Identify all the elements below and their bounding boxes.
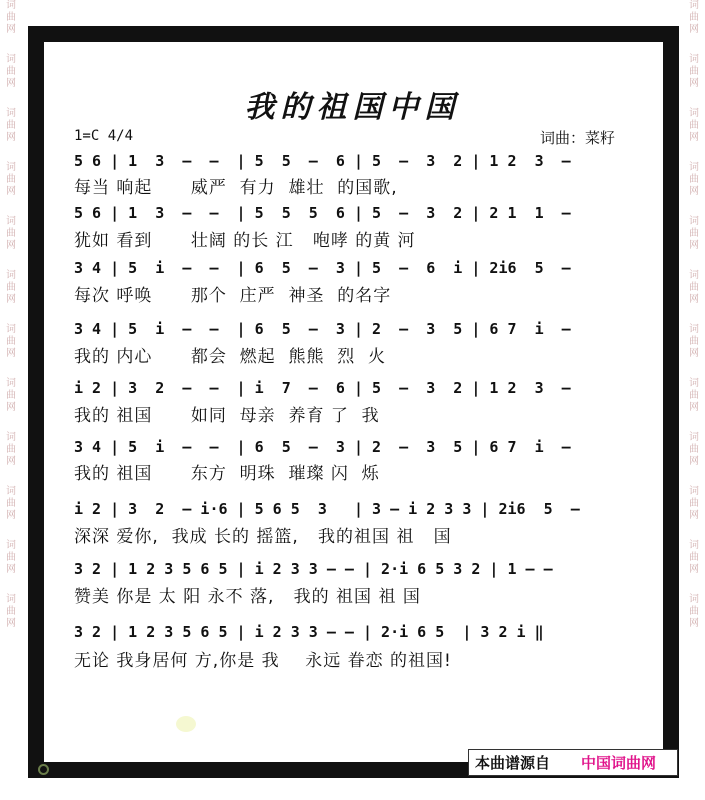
watermark-text: 词 曲 网 — [6, 432, 16, 467]
notation-line-3: 3 4 | 5 i – – | 6 5 – 3 | 5 – 6 i | 2i6 5 – — [74, 259, 571, 277]
watermark-text: 词 曲 网 — [6, 324, 16, 359]
source-footer — [468, 749, 678, 776]
watermark-text: 词 曲 网 — [689, 594, 699, 629]
source-site-link[interactable]: 中国词曲网 — [581, 754, 657, 772]
watermark-text: 词 曲 网 — [689, 378, 699, 413]
watermark-text: 词 曲 网 — [6, 378, 16, 413]
watermark-text: 词 曲 网 — [6, 0, 16, 35]
notation-line-7: i 2 | 3 2 – i·6 | 5 6 5 3 | 3 – i 2 3 3 | 2i6 5 – — [74, 500, 580, 518]
watermark-text: 词 曲 网 — [6, 162, 16, 197]
paper-blot-mark — [176, 716, 196, 732]
lyrics-line-9: 无论 我身居何 方,你是 我 永远 眷恋 的祖国! — [74, 651, 452, 671]
watermark-text: 词 曲 网 — [689, 540, 699, 575]
lyrics-line-3: 每次 呼唤 那个 庄严 神圣 的名字 — [74, 286, 392, 306]
watermark-text: 词 曲 网 — [689, 216, 699, 251]
watermark-text: 词 曲 网 — [6, 270, 16, 305]
watermark-text: 词 曲 网 — [689, 162, 699, 197]
watermark-text: 词 曲 网 — [6, 594, 16, 629]
notation-line-1: 5 6 | 1 3 – – | 5 5 – 6 | 5 – 3 2 | 1 2 3 – — [74, 152, 571, 170]
watermark-text: 词 曲 网 — [6, 540, 16, 575]
lyrics-line-5: 我的 祖国 如同 母亲 养育 了 我 — [74, 406, 380, 426]
watermark-text: 词 曲 网 — [689, 54, 699, 89]
watermark-text: 词 曲 网 — [6, 216, 16, 251]
notation-line-6: 3 4 | 5 i – – | 6 5 – 3 | 2 – 3 5 | 6 7 i – — [74, 438, 571, 456]
source-label: 本曲谱源自 — [475, 754, 551, 772]
lyrics-line-8: 赞美 你是 太 阳 永不 落, 我的 祖国 祖 国 — [74, 587, 421, 607]
watermark-text: 词 曲 网 — [6, 108, 16, 143]
watermark-text: 词 曲 网 — [689, 270, 699, 305]
watermark-text: 词 曲 网 — [689, 108, 699, 143]
lyrics-line-1: 每当 响起 威严 有力 雄壮 的国歌, — [74, 178, 398, 198]
notation-line-4: 3 4 | 5 i – – | 6 5 – 3 | 2 – 3 5 | 6 7 i – — [74, 320, 571, 338]
lyrics-line-4: 我的 内心 都会 燃起 熊熊 烈 火 — [74, 347, 387, 367]
key-signature: 1=C 4/4 — [74, 128, 134, 144]
notation-line-8: 3 2 | 1 2 3 5 6 5 | i 2 3 3 – – | 2·i 6 5 3 2 | 1 – – — [74, 560, 553, 578]
lyrics-line-7: 深深 爱你, 我成 长的 摇篮, 我的祖国 祖 国 — [74, 527, 452, 547]
notation-line-5: i 2 | 3 2 – – | i 7 – 6 | 5 – 3 2 | 1 2 3 – — [74, 379, 571, 397]
lyrics-line-2: 犹如 看到 壮阔 的长 江 咆哮 的黄 河 — [74, 231, 416, 251]
author-credit: 词曲：菜籽 — [540, 129, 616, 147]
watermark-text: 词 曲 网 — [689, 0, 699, 35]
ring-mark — [38, 764, 49, 775]
watermark-text: 词 曲 网 — [6, 54, 16, 89]
song-title: 我的祖国中国 — [244, 90, 461, 125]
watermark-text: 词 曲 网 — [689, 432, 699, 467]
watermark-text: 词 曲 网 — [689, 486, 699, 521]
watermark-text: 词 曲 网 — [6, 486, 16, 521]
lyrics-line-6: 我的 祖国 东方 明珠 璀璨 闪 烁 — [74, 464, 380, 484]
notation-line-2: 5 6 | 1 3 – – | 5 5 5 6 | 5 – 3 2 | 2 1 1 – — [74, 204, 571, 222]
watermark-text: 词 曲 网 — [689, 324, 699, 359]
notation-line-9: 3 2 | 1 2 3 5 6 5 | i 2 3 3 – – | 2·i 6 5 | 3 2 i ‖ — [74, 623, 544, 641]
